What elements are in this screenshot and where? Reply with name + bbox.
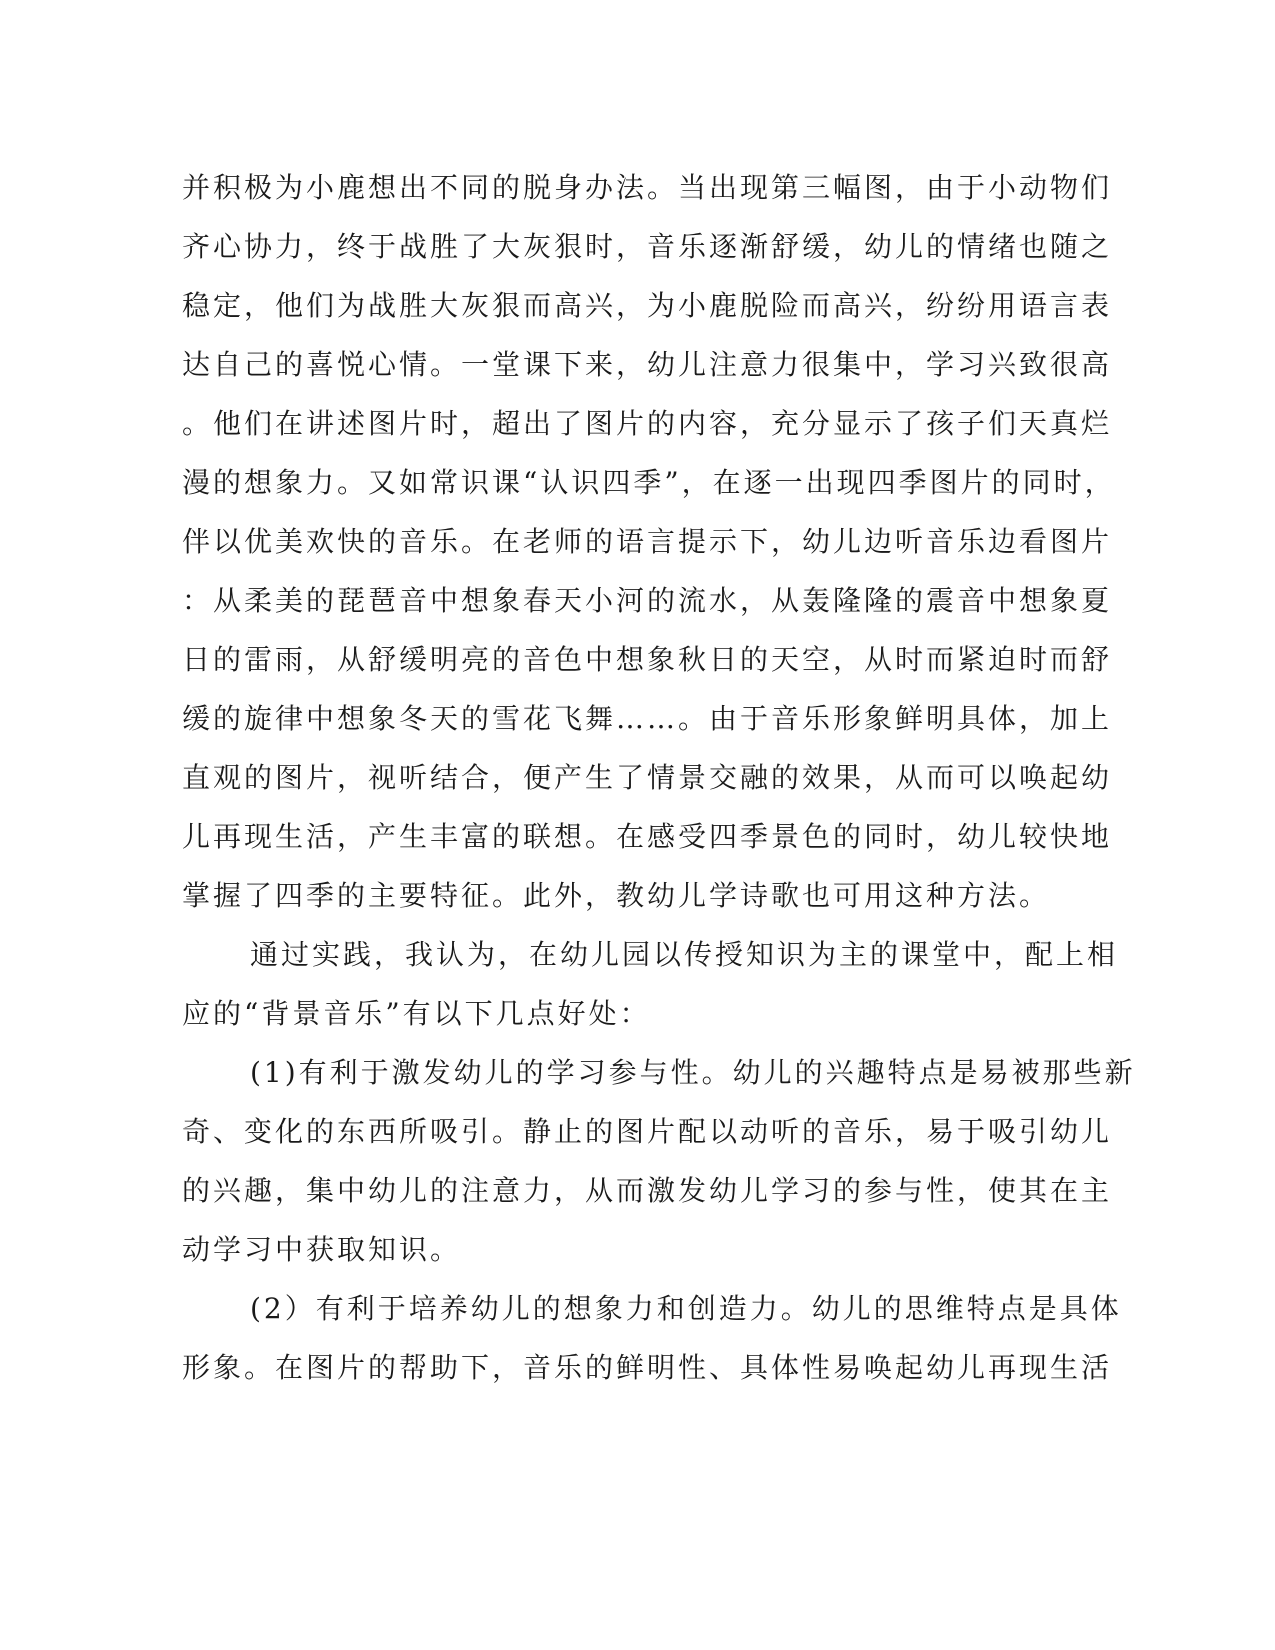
text-line: 齐心协力，终于战胜了大灰狠时，音乐逐渐舒缓，幼儿的情绪也随之 <box>182 230 1113 263</box>
text-line: 。他们在讲述图片时，超出了图片的内容，充分显示了孩子们天真烂 <box>182 407 1113 440</box>
text-line: 的兴趣，集中幼儿的注意力，从而激发幼儿学习的参与性，使其在主 <box>182 1174 1113 1207</box>
text-line: 应的“背景音乐”有以下几点好处： <box>182 997 651 1030</box>
text-line: 奇、变化的东西所吸引。静止的图片配以动听的音乐，易于吸引幼儿 <box>182 1115 1113 1148</box>
text-line: 漫的想象力。又如常识课“认识四季”，在逐一出现四季图片的同时， <box>182 466 1116 499</box>
text-line: 直观的图片，视听结合，便产生了情景交融的效果，从而可以唤起幼 <box>182 761 1113 794</box>
text-line: 并积极为小鹿想出不同的脱身办法。当出现第三幅图，由于小动物们 <box>182 171 1113 204</box>
text-line: 日的雷雨，从舒缓明亮的音色中想象秋日的天空，从时而紧迫时而舒 <box>182 643 1113 676</box>
list-item-2-start: (2）有利于培养幼儿的想象力和创造力。幼儿的思维特点是具体 <box>250 1292 1122 1325</box>
text-line: 达自己的喜悦心情。一堂课下来，幼儿注意力很集中，学习兴致很高 <box>182 348 1113 381</box>
text-line: 儿再现生活，产生丰富的联想。在感受四季景色的同时，幼儿较快地 <box>182 820 1113 853</box>
text-line: 稳定，他们为战胜大灰狠而高兴，为小鹿脱险而高兴，纷纷用语言表 <box>182 289 1113 322</box>
text-line: 缓的旋律中想象冬天的雪花飞舞……。由于音乐形象鲜明具体，加上 <box>182 702 1113 735</box>
text-line: 掌握了四季的主要特征。此外，教幼儿学诗歌也可用这种方法。 <box>182 879 1051 912</box>
text-line: ：从柔美的琵琶音中想象春天小河的流水，从轰隆隆的震音中想象夏 <box>182 584 1113 617</box>
text-line: 形象。在图片的帮助下，音乐的鲜明性、具体性易唤起幼儿再现生活 <box>182 1351 1113 1384</box>
body-text <box>182 158 1136 1397</box>
paragraph-start-line: 通过实践，我认为，在幼儿园以传授知识为主的课堂中，配上相 <box>250 938 1119 971</box>
list-item-1-start: (1)有利于激发幼儿的学习参与性。幼儿的兴趣特点是易被那些新 <box>250 1056 1136 1089</box>
text-line: 动学习中获取知识。 <box>182 1233 462 1266</box>
text-line: 伴以优美欢快的音乐。在老师的语言提示下，幼儿边听音乐边看图片 <box>182 525 1113 558</box>
